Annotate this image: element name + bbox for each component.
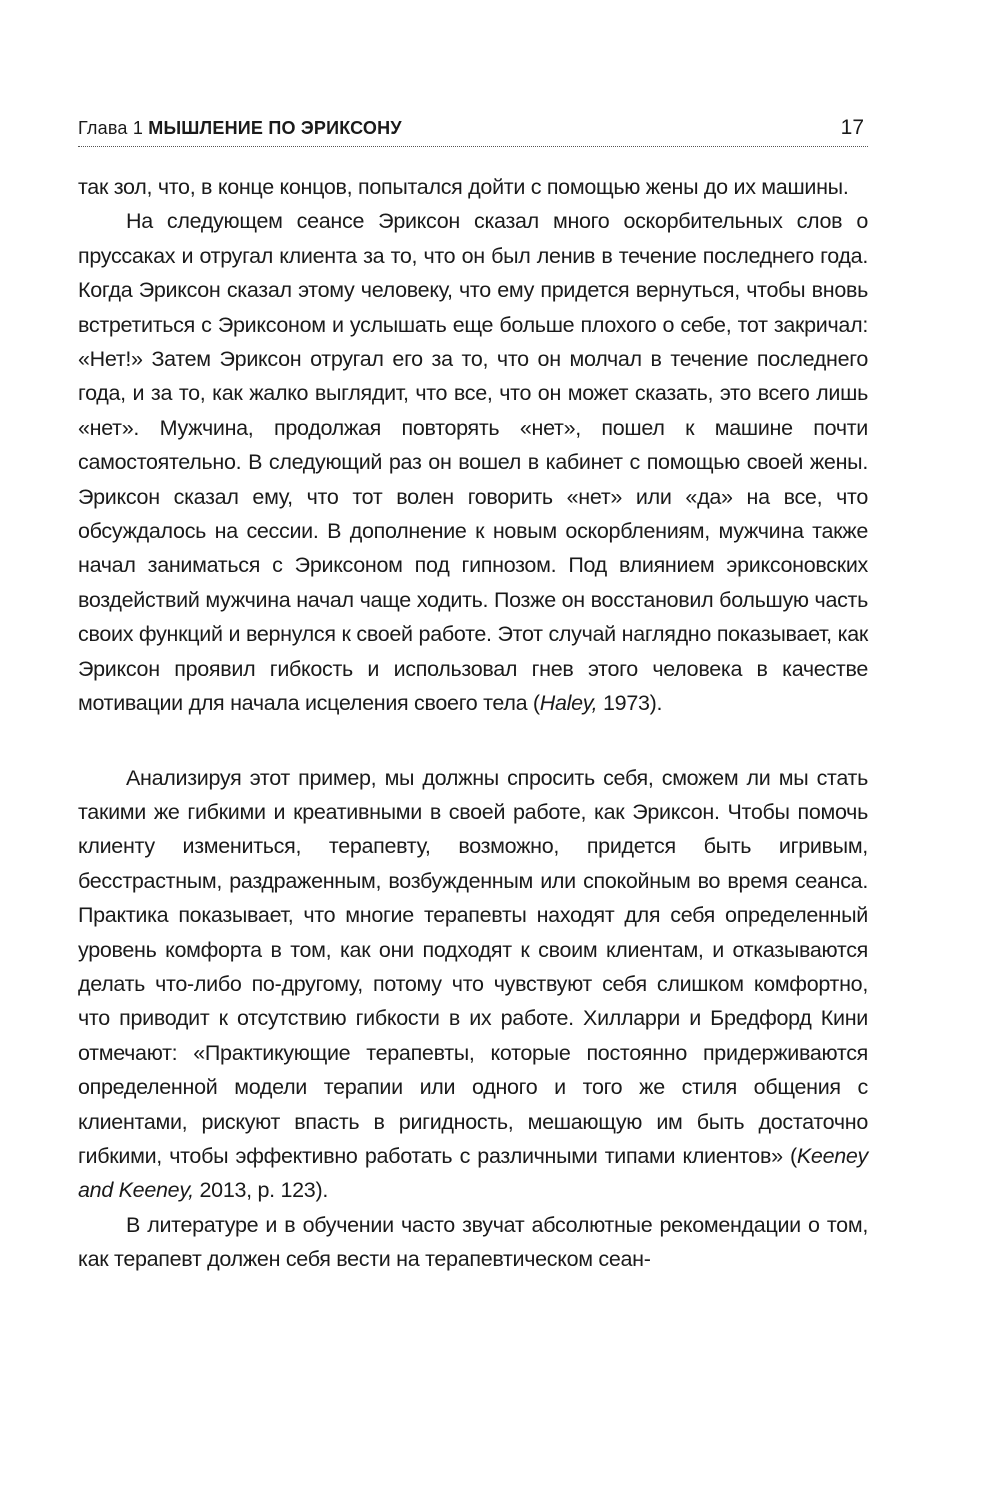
paragraph-continuation: так зол, что, в конце концов, попытался дойти с помощью жены до их машины. <box>78 175 849 199</box>
citation-year: 1973). <box>597 691 663 716</box>
citation-author: Haley, <box>539 691 598 716</box>
paragraph-text: На следующем сеансе Эриксон сказал много оскорбительных слов о пруссаках и отругал клиента за то, что он был ленив в течение последнего года. Когда Эриксон сказал этому человеку, что ему придется вернуться, чтобы вновь встретиться с Эриксоном и услышать еще больше плохого о себе, тот закричал: «Нет!» Затем Эриксон отругал его за то, что он молчал в течение последнего года, и за то, как жалко выглядит, что все, что он может сказать, это всего лишь «нет». Мужчина, продолжая повторять «нет», пошел к машине почти самостоятельно. В следующий раз он вошел в кабинет с помощью своей жены. Эриксон сказал ему, что тот волен говорить «нет» или «да» на все, что обсуждалось на сессии. В дополнение к новым оскорблениям, мужчина также начал заниматься с Эриксоном под гипнозом. Под влиянием эриксоновских воздействий мужчина начал чаще ходить. Позже он восстановил большую часть своих функций и вернулся к своей работе. Этот случай наглядно показывает, как Эриксон проявил гибкость и использовал гнев этого человека в качестве мотивации для начала исцеления своего тела ( <box>78 209 868 716</box>
chapter-title <box>78 118 402 139</box>
paragraph-case-story <box>78 204 868 720</box>
citation-year: 2013, p. 123). <box>193 1178 329 1203</box>
running-header <box>78 118 868 147</box>
chapter-name: МЫШЛЕНИЕ ПО ЭРИКСОНУ <box>148 118 402 138</box>
page-number: 17 <box>840 116 864 139</box>
citation-author: Keeney and Keeney, <box>78 1143 868 1203</box>
paragraph-text: Анализируя этот пример, мы должны спросить себя, сможем ли мы стать такими же гибкими и креативными в своей работе, как Эриксон. Чтобы помочь клиенту измениться, терапевту, возможно, придется быть игривым, бесстрастным, раздраженным, возбужденным или спокойным во время сеанса. Практика показывает, что многие терапевты находят для себя определенный уровень комфорта в том, как они подходят к своим клиентам, и отказываются делать что-либо по-другому, потому что чувствуют себя слишком комфортно, что приводит к отсутствию гибкости в их работе. Хилларри и Бредфорд Кини отмечают: «Практикующие терапевты, которые постоянно придерживаются определенной модели терапии или одного и того же стиля общения с клиентами, рискуют впасть в ригидность, мешающую им быть достаточно гибкими, чтобы эффективно работать с различными типами клиентов» ( <box>78 765 868 1168</box>
body-text <box>78 170 868 1277</box>
paragraph-literature: В литературе и в обучении часто звучат абсолютные рекомендации о том, как терапевт должен себя вести на терапевтическом сеан- <box>78 1212 868 1272</box>
chapter-label: Глава 1 <box>78 118 144 138</box>
paragraph-analysis <box>78 761 868 1208</box>
